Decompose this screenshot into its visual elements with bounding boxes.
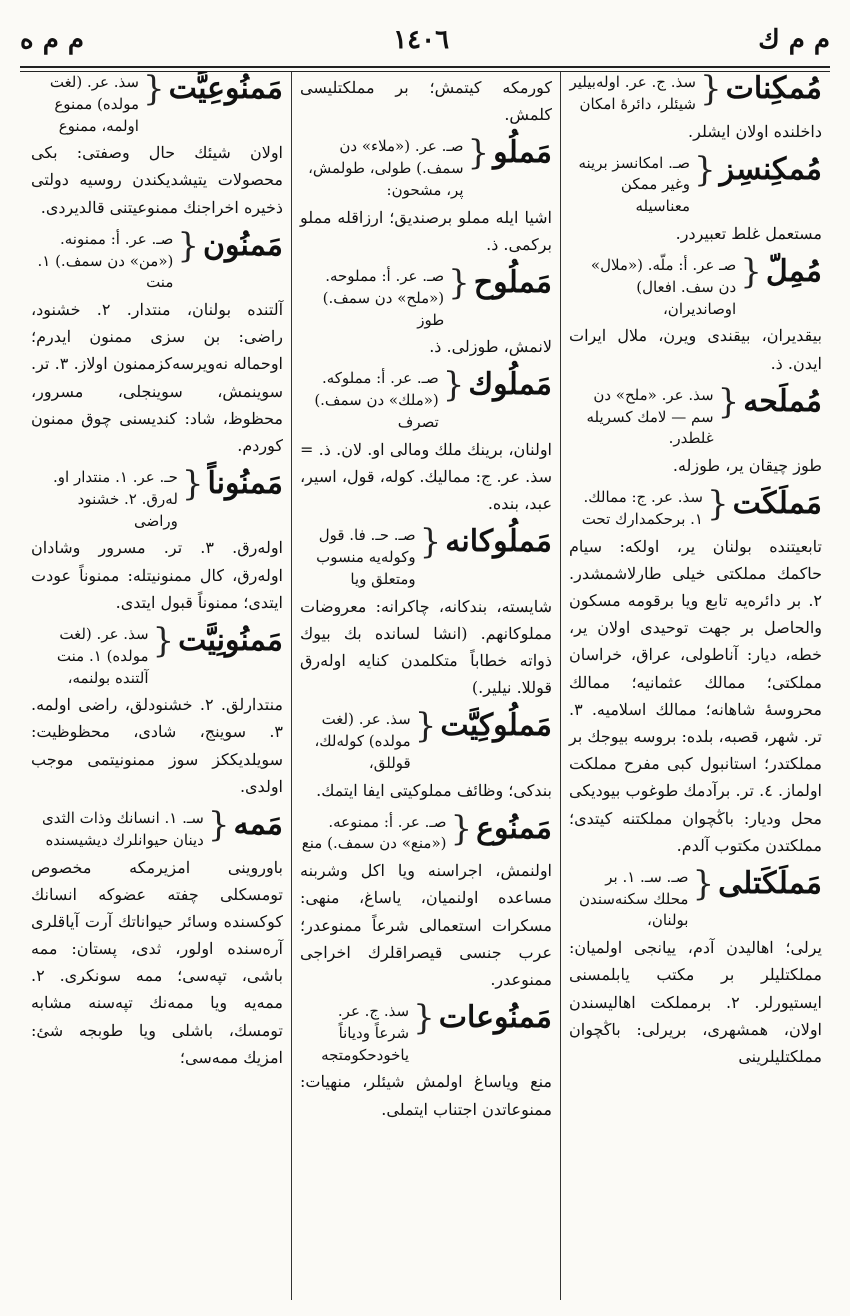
header-rule [20,66,830,68]
grammar-note: سذ. عر. (لغت مولده) ١. منت آلتنده بولنمه، [56,625,149,687]
definition-text: اولنمش، اجراسنه ويا اكل وشربنه مساعده اولنميان، ياساغ، منهى: مسكرات استعمالى شرعاً ممنوعدر؛ عرب جنسى قيصراقلرك اخراجى ممنوعدر. [300,861,552,989]
entry-header [300,706,552,774]
entry-header [31,464,283,532]
column-right [561,72,830,1300]
grammar-note: سذ. عر. «ملح» دن سم — لامك كسريله غلطدر. [586,385,714,448]
brace-icon: { [207,805,230,845]
dictionary-entry [31,225,284,459]
entry-header [569,149,822,218]
definition-text: طوز چيقان ير، طوزله. [672,456,822,475]
dictionary-entry [569,72,822,145]
headword: مَمه [233,807,283,842]
dictionary-entry [569,863,822,1070]
definition-text: يرلى؛ اهاليدن آدم، ييانجى اولميان: مملكتليلر بر مكتب يابلمسنى ايستيورلر. ٢. برمملكت اهاليسندن اولان، همشهرى، بريرلى: باڭچوان مملكتليلرينى [569,938,822,1066]
headword: مُمكِنسِز [719,151,822,187]
brace-icon: { [142,72,165,109]
entry-header [300,133,552,201]
definition-text: باوروينى امزيرمكه مخصوص تومسكلى چفته عضوكه انسانك كوكسنده وسائر حيواناتك آرت آياقلرى آره‌سنده اولور، ثدى، پستان: ممه باشى، تپه‌سى؛ ممه سونكرى. ٢. ممه‌يه ويا ممه‌نك تپه‌سنه مشابه تومسك، باشلى ويا طوبجه شئ: امزيك ممه‌سى؛ [31,857,283,1067]
definition-text: بيقديران، بيقندى ويرن، ملال ايرات ايدن. ذ. [569,326,822,373]
headword: مَمنُوع [476,810,552,846]
entry-header [569,72,822,116]
brace-icon: { [467,133,490,174]
definition-text: اوله‌رق. ٣. تر. مسرور وشادان اوله‌رق، كال ممنونيتله: ممنوناً عودت ايتدى؛ ممنوناً قبول ايتدى. [31,538,283,612]
entry-header [31,72,283,137]
brace-icon: { [442,365,465,406]
grammar-note: صـ. سـ. ١. بر محلك سكنه‌سندن بولنان، [578,867,689,930]
grammar-note: صـ عر. أ: ملّه. («ملال» دن سف. افعال) اوصانديران، [590,256,737,318]
dictionary-entry [300,998,552,1123]
brace-icon: { [706,484,729,525]
dictionary-entry [569,252,822,377]
headword: مَملُوكِيَّت [440,708,552,744]
brace-icon: { [414,706,437,747]
brace-icon: { [694,149,716,190]
entry-header [31,805,283,852]
dictionary-entry [31,72,283,221]
definition-text: اشيا ايله مملو برصنديق؛ ارزاقله مملو بركمى. ذ. [300,207,552,254]
definition-text: اولان شيئك حال وصفتى: بكى محصولات يتيشديكندن روسيه دولتى ذخيره اخراجنك ممنوعيتنى قالديردى. [31,143,283,217]
headword: مَملُو [493,135,552,171]
brace-icon: { [740,252,762,293]
entry-header [300,263,552,331]
brace-icon: { [450,808,473,849]
headword: مُمكِنات [725,72,822,106]
headword: مَمنُوعِيَّت [168,72,283,106]
definition-text: آلتنده بولنان، منتدار. ٢. خشنود، راضى: بن سزى ممنون ايدرم؛ اوحماله نه‌ويرسه‌كزممنون اولاز. ٣. تر. سوينمش، سوينجلى، مسرور، محظوظ، شاد: كنديسنى چوق ممنون كوردم. [31,300,284,455]
dictionary-entry [300,133,552,258]
entry-header [300,808,552,856]
grammar-note: صـ. عر. أ: مملوكه. («ملك» دن سمف.) تصرف [314,369,439,431]
column-middle [292,72,561,1300]
brace-icon: { [177,225,199,266]
definition-text: تابعيتنده بولنان ير، اولكه: سيام حاكمك مملكتى خيلى طارلاشمشدر. ٢. بر دائره‌يه تابع ويا برقومه مسكون والحاصل بر جهت توحيدى اولان ير، خطه، ديار: آناطولى، عراق، خراسان مملكتى؛ ممالك عثمانيه؛ ممالك محروسهٔ شاهانه؛ ممالك اسلاميه. ٣. تر. شهر، قصبه، بلده: بروسه بيوجك بر مملكتدر؛ استانبول كبى مفرح مملكت اولماز. ٤. تر. برآدمك طوغوب بيوديكى محل وديار: باڭچوان مملكتنه كيتدى؛ مملكتدن مكتوب آلدم. [569,536,822,855]
dictionary-entry [31,464,283,616]
definition-text: منتدارلق. ٢. خشنودلق، راضى اولمه. ٣. سوينج، شادى، محظوظيت: سويلديككز سوز ممنونيتمى موجب اولدى. [31,695,283,796]
grammar-note: سذ. ج. عر. شرعاً ودياناً ياخودحكومتجه [321,1002,410,1064]
headword: مَمنُوعات [438,1000,552,1036]
grammar-note: سذ. عر. (لغت مولده) كوله‌لك، قوللق، [314,710,411,772]
dictionary-entry [569,381,822,479]
definition-text: اولنان، برينك ملك ومالى او. لان. ذ. = سذ. عر. ج: مماليك. كوله، قول، اسير، عبد، بنده. [300,439,552,514]
dictionary-entry [31,805,283,1071]
dictionary-entry [300,263,552,360]
header-right-guide: م م ك [758,25,830,55]
dictionary-entry [31,621,283,800]
brace-icon: { [448,263,470,303]
grammar-note: سذ. عر. (لغت مولده) ممنوع اولمه، ممنوع [49,73,139,135]
grammar-note: صـ. حـ. فا. قول وكوله‌يه منسوب ومتعلق ويا [316,526,416,588]
entry-header [300,998,552,1066]
entry-header [300,365,552,433]
definition-text: منع وياساغ اولمش شيئلر، منهيات: ممنوعاتدن اجتناب ايتملى. [300,1072,552,1119]
dictionary-entry [300,522,552,701]
column-left [23,72,292,1300]
grammar-note: صـ. امكانسز برينه وغير ممكن معناسيله [578,153,690,216]
page-number: ١٤٠٦ [393,25,450,55]
headword: مَمنُونِيَّت [178,623,283,658]
dictionary-entry [569,484,822,859]
entry-header [31,621,283,689]
grammar-note: صـ. عر. أ: مملوحه. («ملح» دن سمف.) طوز [322,267,445,329]
brace-icon: { [717,381,740,422]
definition-text: بندكى؛ وظائف مملوكيتى ايفا ايتمك. [316,780,552,800]
header-left-guide: م م ه [20,25,84,55]
headword: مَملُوح [473,265,552,300]
dictionary-entry [569,149,822,247]
headword: مَمنُوناً [207,466,283,502]
dictionary-entry [300,365,552,517]
definition-text: كورمكه كيتمش؛ بر مملكتليسى كلمش. [300,78,552,125]
grammar-note: سـ. ١. انسانك وذات الثدى دينان حيوانلرك ديشيسنده [42,809,204,849]
entry-header [569,381,822,450]
entry-header [300,522,552,590]
headword: مَملَكَتلى [718,865,822,901]
brace-icon: { [692,863,715,904]
grammar-note: صـ. عر. أ: ممنونه. («من» دن سمف.) ١. منت [37,229,174,292]
brace-icon: { [699,72,722,109]
dictionary-columns [22,72,830,1300]
headword: مَملَكَت [732,486,822,522]
grammar-note: صـ. عر. أ: ممنوعه. («منع» دن سمف.) منع [301,812,447,853]
entry-header [569,252,822,320]
definition-text: شايسته، بندكانه، چاكرانه: معروضات مملوكانهم. (انشا لسانده بك بيوك ذواته خطاباً متكلمدن كنايه اوله‌رق قوللا. نيلير.) [300,596,552,698]
dictionary-entry [300,706,552,803]
headword: مُمِلّ [765,254,822,290]
grammar-note: صـ. عر. («ملاء» دن سمف.) طولى، طولمش، پر، مشحون: [308,137,464,199]
brace-icon: { [419,522,442,563]
page-header [20,18,830,62]
headword: مَمنُون [203,227,283,263]
definition-text: داخلنده اولان ايشلر. [688,121,822,141]
headword: مَملُوك [468,367,552,403]
dictionary-entry [300,808,552,993]
entry-header [569,484,822,531]
grammar-note: سذ. ج. عر. اوله‌بيلير شيئلر، دائرهٔ امكان [569,73,696,113]
dictionary-entry [300,74,552,128]
grammar-note: حـ. عر. ١. منتدار او. له‌رق. ٢. خشنود وراضى [53,468,178,530]
headword: مُملَحه [743,383,822,419]
grammar-note: سذ. عر. ج: ممالك. ١. برحكمدارك تحت [581,488,703,528]
definition-text: مستعمل غلط تعبيردر. [675,223,822,243]
headword: مَملُوكانه [445,524,552,560]
definition-text: لانمش، طوزلى. ذ. [429,337,552,357]
entry-header [31,225,283,294]
brace-icon: { [152,621,175,661]
brace-icon: { [413,998,435,1039]
brace-icon: { [181,464,204,505]
entry-header [569,863,822,932]
